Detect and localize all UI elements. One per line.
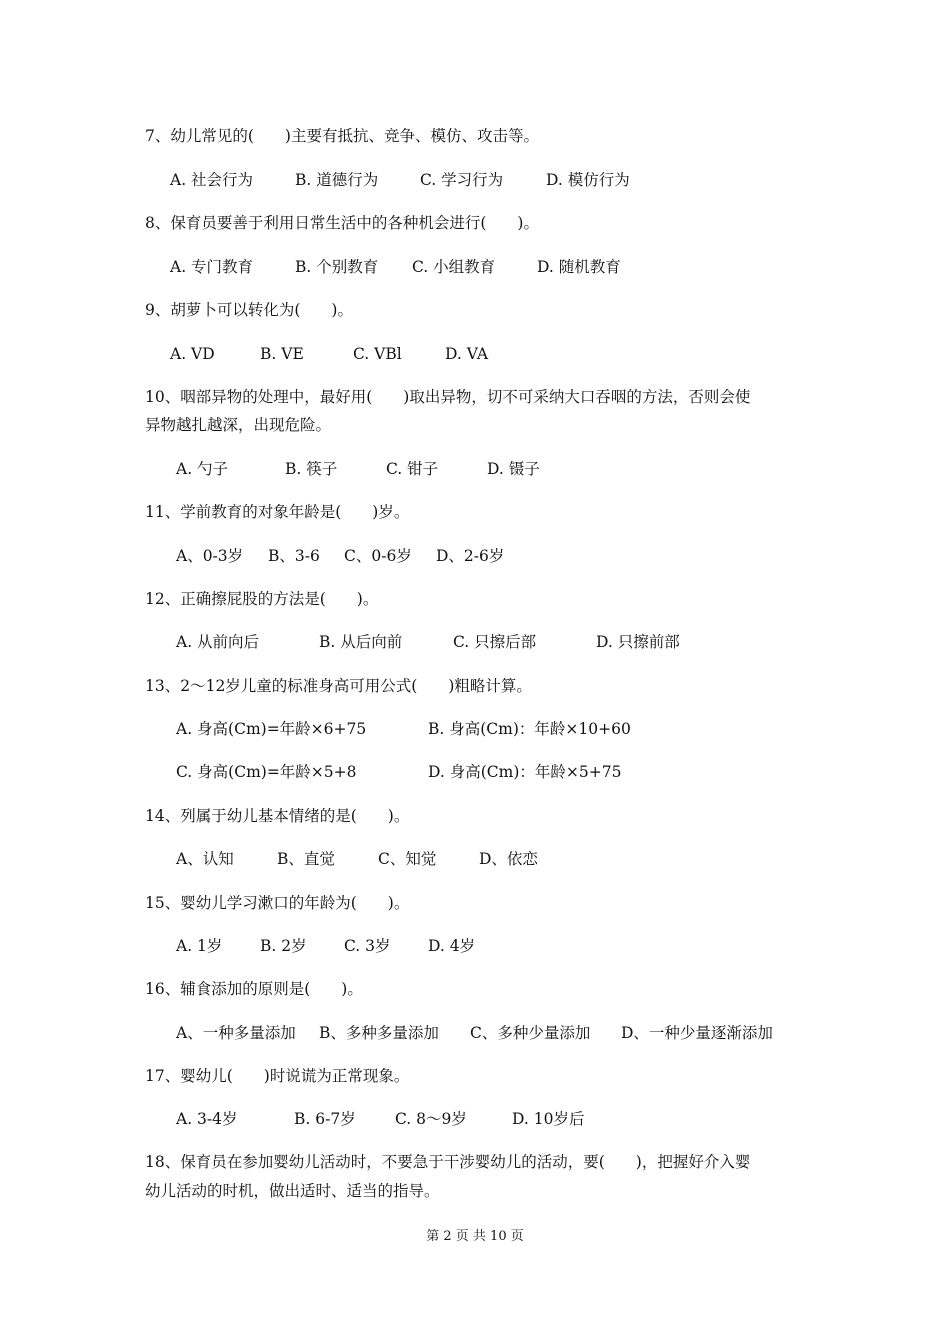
question-10-line-1: 10、咽部异物的处理中，最好用( )取出异物，切不可采纳大口吞咽的方法，否则会使 [145, 388, 751, 406]
question-8: 8、保育员要善于利用日常生活中的各种机会进行( )。 [145, 214, 539, 232]
option-17c: C. 8～9岁 [395, 1110, 467, 1128]
option-14d: D、依恋 [479, 850, 538, 868]
question-9: 9、胡萝卜可以转化为( )。 [145, 301, 353, 319]
option-8b: B. 个别教育 [295, 258, 379, 276]
option-16a: A、一种多量添加 [176, 1024, 296, 1042]
option-16c: C、多种少量添加 [470, 1024, 591, 1042]
option-16b: B、多种多量添加 [319, 1024, 439, 1042]
option-8a: A. 专门教育 [170, 258, 254, 276]
question-15: 15、婴幼儿学习漱口的年龄为( )。 [145, 894, 410, 912]
option-10c: C. 钳子 [386, 460, 439, 478]
question-14: 14、列属于幼儿基本情绪的是( )。 [145, 807, 410, 825]
question-18-line-1: 18、保育员在参加婴幼儿活动时，不要急于干涉婴幼儿的活动，要( )，把握好介入婴 [145, 1153, 751, 1171]
option-15c: C. 3岁 [344, 937, 391, 955]
option-8c: C. 小组教育 [412, 258, 496, 276]
option-10d: D. 镊子 [487, 460, 540, 478]
question-7: 7、幼儿常见的( )主要有抵抗、竞争、模仿、攻击等。 [145, 127, 539, 145]
option-9b: B. VE [260, 345, 304, 363]
page-footer: 第 2 页 共 10 页 [426, 1229, 524, 1244]
option-12d: D. 只擦前部 [596, 633, 680, 651]
option-10a: A. 勺子 [176, 460, 229, 478]
option-9c: C. VBl [353, 345, 402, 363]
option-7a: A. 社会行为 [170, 171, 254, 189]
option-11d: D、2-6岁 [436, 547, 505, 565]
option-10b: B. 筷子 [285, 460, 338, 478]
question-11: 11、学前教育的对象年龄是( )岁。 [145, 503, 410, 521]
option-16d: D、一种少量逐渐添加 [621, 1024, 773, 1042]
option-15b: B. 2岁 [260, 937, 307, 955]
option-12b: B. 从后向前 [319, 633, 403, 651]
option-11a: A、0-3岁 [176, 547, 244, 565]
question-16: 16、辅食添加的原则是( )。 [145, 980, 363, 998]
option-13c: C. 身高(Cm)=年龄×5+8 [176, 763, 357, 781]
question-13: 13、2～12岁儿童的标准身高可用公式( )粗略计算。 [145, 677, 532, 695]
option-9d: D. VA [445, 345, 489, 363]
option-12a: A. 从前向后 [176, 633, 260, 651]
option-15a: A. 1岁 [176, 937, 223, 955]
option-9a: A. VD [170, 345, 215, 363]
option-17b: B. 6-7岁 [294, 1110, 356, 1128]
question-17: 17、婴幼儿( )时说谎为正常现象。 [145, 1067, 410, 1085]
option-13d: D. 身高(Cm)：年龄×5+75 [428, 763, 622, 781]
option-7c: C. 学习行为 [420, 171, 504, 189]
option-14a: A、认知 [176, 850, 234, 868]
option-15d: D. 4岁 [428, 937, 476, 955]
option-7d: D. 模仿行为 [546, 171, 630, 189]
option-11b: B、3-6 [268, 547, 320, 565]
option-11c: C、0-6岁 [344, 547, 412, 565]
question-12: 12、正确擦屁股的方法是( )。 [145, 590, 379, 608]
option-17a: A. 3-4岁 [176, 1110, 238, 1128]
option-17d: D. 10岁后 [512, 1110, 585, 1128]
option-14b: B、直觉 [277, 850, 335, 868]
option-12c: C. 只擦后部 [453, 633, 537, 651]
question-10-line-2: 异物越扎越深，出现危险。 [145, 416, 332, 434]
option-13b: B. 身高(Cm)：年龄×10+60 [428, 720, 631, 738]
option-8d: D. 随机教育 [537, 258, 621, 276]
option-13a: A. 身高(Cm)=年龄×6+75 [176, 720, 367, 738]
question-18-line-2: 幼儿活动的时机，做出适时、适当的指导。 [145, 1182, 440, 1200]
option-14c: C、知觉 [378, 850, 437, 868]
option-7b: B. 道德行为 [295, 171, 379, 189]
